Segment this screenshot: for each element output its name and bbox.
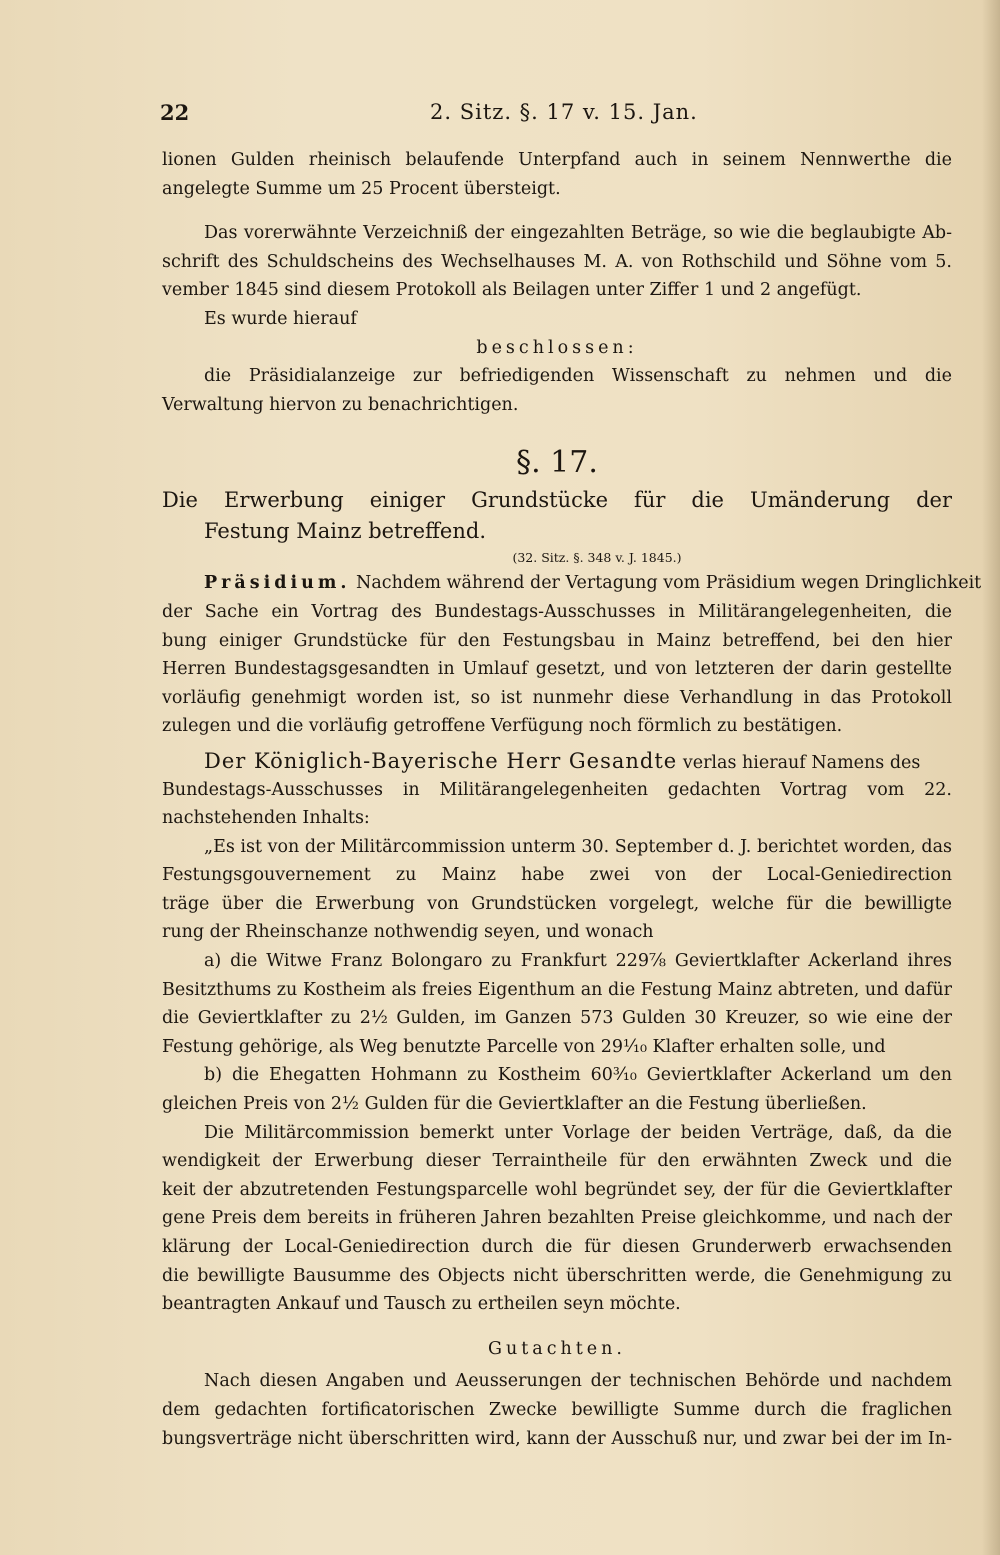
text-line: angelegte Summe um 25 Procent übersteigt. xyxy=(162,178,561,199)
text-line: der Sache ein Vortrag des Bundestags-Ausschusses in Militärangelegenheiten, die xyxy=(162,601,952,622)
text-line: gleichen Preis von 2½ Gulden für die Geviertklafter an die Festung überließen. xyxy=(162,1094,867,1115)
text-line: Nachdem während der Vertagung vom Präsidium wegen Dringlichkeit xyxy=(356,573,982,594)
list-item-b: b) die Ehegatten Hohmann zu Kostheim 60³⁄₁₀ Geviertklafter Ackerland um den xyxy=(204,1065,952,1086)
text-line: träge über die Erwerbung von Grundstücken vorgelegt, welche für die bewilligte xyxy=(162,893,952,914)
text-line: Die Militärcommission bemerkt unter Vorlage der beiden Verträge, daß, da die xyxy=(204,1122,952,1143)
text-line: Festung gehörige, als Weg benutzte Parcelle von 29¹⁄₁₀ Klafter erhalten solle, und xyxy=(162,1036,886,1057)
text-line: schrift des Schuldscheins des Wechselhauses M. A. von Rothschild und Söhne vom 5. xyxy=(162,251,952,272)
page-header xyxy=(160,100,955,134)
text-line: Das vorerwähnte Verzeichniß der eingezahlten Beträge, so wie die beglaubigte Ab- xyxy=(204,223,952,244)
text-line: wendigkeit der Erwerbung dieser Terraintheile für den erwähnten Zweck und die xyxy=(162,1151,952,1172)
text-line: zulegen und die vorläufig getroffene Verfügung noch förmlich zu bestätigen. xyxy=(162,716,843,737)
text-line: Es wurde hierauf xyxy=(204,308,357,329)
text-line: Besitzthums zu Kostheim als freies Eigenthum an die Festung Mainz abtreten, und dafür xyxy=(162,979,952,1000)
gesandte-label: Der Königlich-Bayerische Herr Gesandte xyxy=(204,748,678,773)
section-title: Die Erwerbung einiger Grundstücke für die Umänderung der xyxy=(162,488,952,513)
text-line: Bundestags-Ausschusses in Militärangelegenheiten gedachten Vortrag vom 22. xyxy=(162,779,952,800)
section-reference: (32. Sitz. §. 348 v. J. 1845.) xyxy=(512,550,682,566)
text-line: die Präsidialanzeige zur befriedigenden Wissenschaft zu nehmen und die xyxy=(204,366,952,387)
text-line: Nach diesen Angaben und Aeusserungen der technischen Behörde und nachdem xyxy=(204,1371,952,1392)
page-number: 22 xyxy=(160,100,190,125)
running-head: 2. Sitz. §. 17 v. 15. Jan. xyxy=(430,100,698,124)
text-line: rung der Rheinschanze nothwendig seyen, und wonach xyxy=(162,922,654,943)
gutachten-heading: Gutachten. xyxy=(487,1338,626,1359)
section-title: Festung Mainz betreffend. xyxy=(204,519,487,544)
text-line: vember 1845 sind diesem Protokoll als Beilagen unter Ziffer 1 und 2 angefügt. xyxy=(162,280,862,301)
list-item-a: a) die Witwe Franz Bolongaro zu Frankfurt 229⅞ Geviertklafter Ackerland ihres xyxy=(204,951,952,972)
text-line: Herren Bundestagsgesandten in Umlauf gesetzt, und von letzteren der darin gestellte xyxy=(162,659,952,680)
beschlossen-heading: beschlossen: xyxy=(476,337,638,358)
section-number: §. 17. xyxy=(516,445,598,481)
text-line: gene Preis dem bereits in früheren Jahren bezahlten Preise gleichkomme, und nach der xyxy=(162,1208,952,1229)
text-line: die Geviertklafter zu 2½ Gulden, im Ganzen 573 Gulden 30 Kreuzer, so wie eine der xyxy=(162,1008,952,1029)
text-line: bung einiger Grundstücke für den Festungsbau in Mainz betreffend, bei den hier xyxy=(162,630,952,651)
text-line: bungsverträge nicht überschritten wird, kann der Ausschuß nur, und zwar bei der im In- xyxy=(162,1428,952,1449)
text-line: verlas hierauf Namens des xyxy=(682,752,921,773)
text-line: dem gedachten fortificatorischen Zwecke bewilligte Summe durch die fraglichen xyxy=(162,1399,952,1420)
text-line: nachstehenden Inhalts: xyxy=(162,808,370,829)
page-edge-shadow xyxy=(982,0,1000,1555)
text-line: keit der abzutretenden Festungsparcelle wohl begründet sey, der für die Geviertklafter xyxy=(162,1179,952,1200)
praesidium-label: Präsidium. xyxy=(204,573,351,594)
text-line: vorläufig genehmigt worden ist, so ist nunmehr diese Verhandlung in das Protokoll xyxy=(162,687,952,708)
text-line: „Es ist von der Militärcommission unterm 30. September d. J. berichtet worden, das xyxy=(204,836,952,857)
text-line: Festungsgouvernement zu Mainz habe zwei von der Local-Geniedirection xyxy=(162,865,952,886)
gesandte-line xyxy=(162,747,952,776)
text-line: Verwaltung hiervon zu benachrichtigen. xyxy=(162,394,519,415)
text-line: lionen Gulden rheinisch belaufende Unterpfand auch in seinem Nennwerthe die xyxy=(162,150,952,170)
body-text xyxy=(162,146,982,1453)
praesidium-line xyxy=(162,569,982,598)
text-line: klärung der Local-Geniedirection durch die für diesen Grunderwerb erwachsenden xyxy=(162,1237,952,1257)
text-line: beantragten Ankauf und Tausch zu ertheilen seyn möchte. xyxy=(162,1294,681,1315)
text-line: die bewilligte Bausumme des Objects nicht überschritten werde, die Genehmigung zu xyxy=(162,1265,952,1286)
